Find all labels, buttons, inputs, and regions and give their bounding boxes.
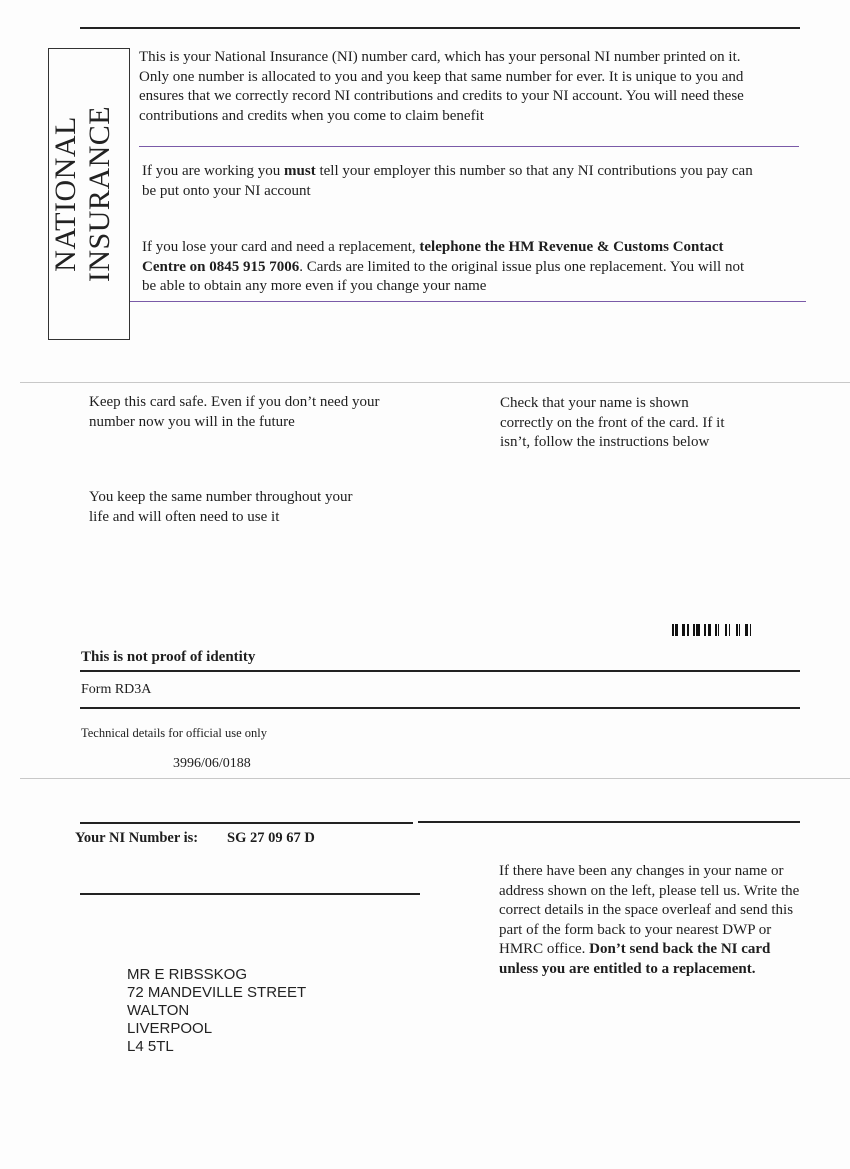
rule-under-para1 bbox=[139, 146, 799, 147]
barcode-bar bbox=[750, 624, 751, 636]
intro-paragraph-2: If you are working you must tell your employer this number so that any NI contributions you pay can be put onto your NI account bbox=[142, 163, 753, 199]
rule-under-ni-number bbox=[80, 893, 420, 895]
barcode bbox=[672, 624, 758, 636]
barcode-bar bbox=[712, 624, 713, 636]
address-line: LIVERPOOL bbox=[127, 1020, 213, 1037]
check-name-text: Check that your name is shown correctly on the front of the card. If it isn’t, follow the instructions below bbox=[500, 395, 725, 450]
barcode-bar bbox=[680, 624, 681, 636]
barcode-bar bbox=[693, 624, 695, 636]
barcode-bar bbox=[708, 624, 711, 636]
address-line: L4 5TL bbox=[127, 1038, 174, 1055]
not-proof-of-identity: This is not proof of identity bbox=[81, 649, 256, 665]
barcode-bar bbox=[696, 624, 700, 636]
ni-number-value: SG 27 09 67 D bbox=[227, 830, 315, 846]
barcode-bar bbox=[742, 624, 744, 636]
barcode-bar bbox=[729, 624, 730, 636]
barcode-bar bbox=[725, 624, 727, 636]
ni-number-label: Your NI Number is: bbox=[75, 830, 199, 846]
rule-above-ni-number-right bbox=[418, 821, 800, 823]
fold-line-bottom bbox=[20, 778, 850, 779]
rule-under-form-code bbox=[80, 707, 800, 709]
title-line-national: NATIONAL bbox=[49, 116, 82, 272]
intro-paragraph-1: This is your National Insurance (NI) number card, which has your personal NI number printed on it. Only one number is allocated to you and you keep that same number for ever. It is unique to you and ensures that we correctly record NI contributions and credits to your NI account. You will need these contributions and credits when you come to claim benefit bbox=[139, 49, 744, 124]
barcode-bar bbox=[721, 624, 724, 636]
barcode-bar bbox=[704, 624, 706, 636]
barcode-bar bbox=[702, 624, 703, 636]
barcode-bar bbox=[731, 624, 734, 636]
changes-instructions: If there have been any changes in your name or address shown on the left, please tell us. Write the correct details in the space overleaf and send this part of the form back to your nearest DWP or HMRC office. Don’t send back the NI card unless you are entitled to a replacement. bbox=[499, 863, 800, 977]
form-code: Form RD3A bbox=[81, 682, 152, 697]
intro-paragraph-3: If you lose your card and need a replacement, telephone the HM Revenue & Customs Contact Centre on 0845 915 7006. Cards are limited to the original issue plus one replacement. You will not be able to obtain any more even if you change your name bbox=[142, 239, 745, 294]
rule-under-para3 bbox=[130, 301, 806, 302]
title-line-insurance: INSURANCE bbox=[83, 105, 116, 283]
barcode-bar bbox=[675, 624, 678, 636]
address-line: MR E RIBSSKOG bbox=[127, 966, 248, 983]
address-line: 72 MANDEVILLE STREET bbox=[127, 984, 307, 1001]
barcode-bar bbox=[672, 624, 674, 636]
technical-details-label: Technical details for official use only bbox=[81, 726, 267, 740]
barcode-bar bbox=[739, 624, 740, 636]
reference-number: 3996/06/0188 bbox=[173, 756, 251, 771]
barcode-bar bbox=[690, 624, 691, 636]
barcode-bar bbox=[715, 624, 717, 636]
rule-under-not-proof bbox=[80, 670, 800, 672]
barcode-bar bbox=[682, 624, 685, 636]
top-rule bbox=[80, 27, 800, 29]
address-block bbox=[127, 966, 306, 1056]
address-line: WALTON bbox=[127, 1002, 190, 1019]
barcode-bar bbox=[752, 624, 754, 636]
barcode-bar bbox=[718, 624, 719, 636]
fold-line-top bbox=[20, 382, 850, 383]
same-number-text: You keep the same number throughout your life and will often need to use it bbox=[89, 489, 353, 525]
keep-safe-text: Keep this card safe. Even if you don’t need your number now you will in the future bbox=[89, 394, 380, 430]
national-insurance-title bbox=[49, 44, 129, 344]
barcode-bar bbox=[736, 624, 738, 636]
rule-above-ni-number-left bbox=[80, 822, 413, 824]
barcode-bar bbox=[745, 624, 748, 636]
barcode-bar bbox=[687, 624, 689, 636]
